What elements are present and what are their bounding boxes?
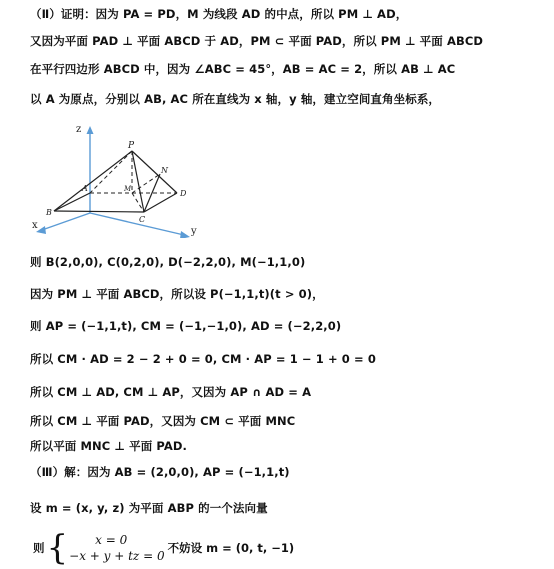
proof-line-6: 因为 PM ⊥ 平面 ABCD，所以设 P(−1,1,t)(t > 0)，	[30, 287, 324, 301]
proof-line-8: 所以 CM · AD = 2 − 2 + 0 = 0, CM · AP = 1 − 1 + 0 = 0	[30, 352, 376, 366]
left-brace: {	[46, 528, 69, 568]
proof-line-5: 则 B(2,0,0), C(0,2,0), D(−2,2,0), M(−1,1,0)	[30, 255, 306, 269]
y-axis-arrow	[180, 231, 190, 238]
label-C: C	[139, 215, 146, 224]
proof-line-3: 在平行四边形 ABCD 中，因为 ∠ABC = 45°，AB = AC = 2，所以 AB ⊥ AC	[30, 62, 456, 76]
label-N: N	[161, 166, 168, 175]
label-D: D	[180, 189, 187, 198]
label-y: y	[191, 226, 197, 237]
y-axis	[90, 213, 184, 235]
label-B: B	[46, 208, 52, 217]
proof-line-7: 则 AP = (−1,1,t), CM = (−1,−1,0), AD = (−2,2,0)	[30, 319, 342, 333]
proof-line-10: 所以 CM ⊥ 平面 PAD，又因为 CM ⊂ 平面 MNC	[30, 414, 296, 428]
solution-line-1: （Ⅲ）解：因为 AB = (2,0,0), AP = (−1,1,t)	[30, 465, 290, 479]
label-x: x	[32, 220, 38, 231]
edge-CD	[144, 193, 177, 212]
edge-BA	[54, 193, 90, 211]
z-axis-arrow	[87, 126, 94, 134]
system-prefix: 则	[33, 541, 45, 555]
label-A: A	[82, 184, 88, 193]
label-z: z	[76, 124, 82, 135]
proof-line-9: 所以 CM ⊥ AD, CM ⊥ AP，又因为 AP ∩ AD = A	[30, 385, 312, 399]
pyramid-coordinate-figure	[28, 118, 208, 238]
proof-line-2: 又因为平面 PAD ⊥ 平面 ABCD 于 AD，PM ⊂ 平面 PAD，所以 PM ⊥ 平面 ABCD	[30, 34, 484, 48]
proof-line-11: 所以平面 MNC ⊥ 平面 PAD.	[30, 439, 188, 453]
system-equations	[69, 532, 164, 564]
system-eq-1: x = 0	[95, 533, 128, 547]
system-tail: 不妨设 m = (0, t, −1)	[167, 541, 295, 555]
proof-line-4: 以 A 为原点，分别以 AB, AC 所在直线为 x 轴，y 轴，建立空间直角坐标系，	[30, 92, 441, 106]
equation-system	[30, 529, 294, 567]
label-M: M	[124, 185, 132, 193]
proof-line-1: （Ⅱ）证明：因为 PA = PD，M 为线段 AD 的中点，所以 PM ⊥ AD，	[30, 7, 408, 21]
label-P: P	[128, 141, 135, 151]
edge-BC	[54, 211, 144, 212]
edge-PB	[54, 151, 132, 211]
system-eq-2: −x + y + tz = 0	[69, 549, 165, 563]
solution-line-2: 设 m = (x, y, z) 为平面 ABP 的一个法向量	[30, 501, 268, 515]
